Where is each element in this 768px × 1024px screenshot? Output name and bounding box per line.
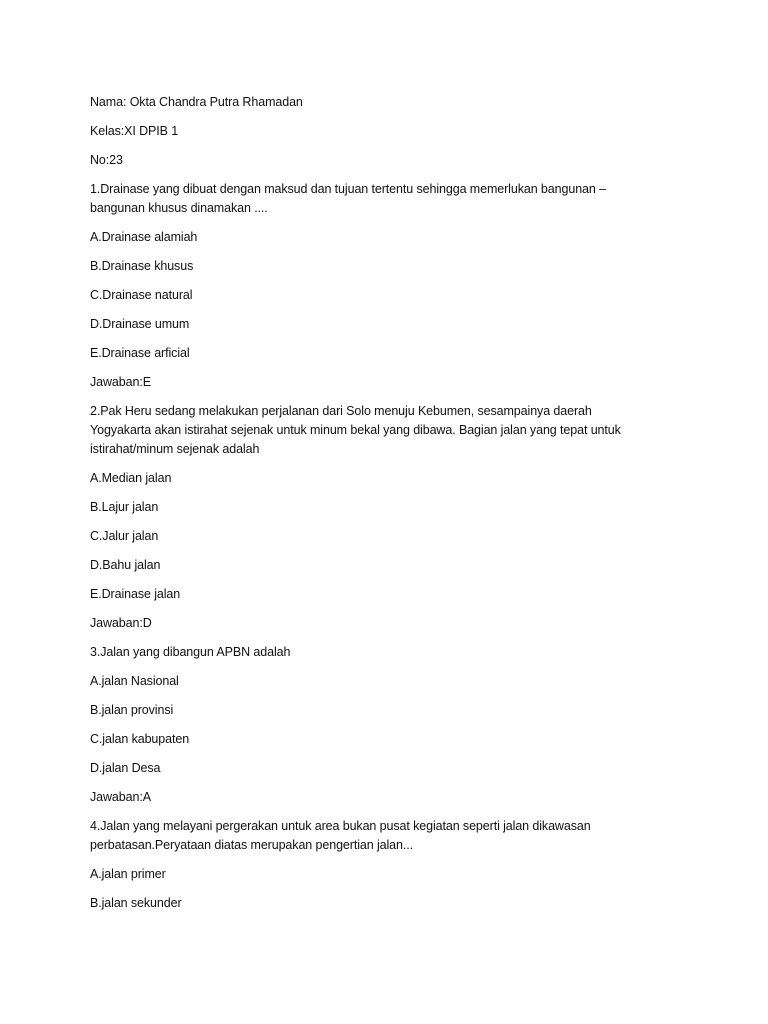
question-2-option-d: D.Bahu jalan xyxy=(90,558,161,572)
question-4-option-b: B.jalan sekunder xyxy=(90,896,182,910)
question-2-option-b: B.Lajur jalan xyxy=(90,500,159,514)
question-2: 2.Pak Heru sedang melakukan perjalanan dari Solo menuju Kebumen, sesampainya daerah Yogyakarta akan istirahat sejenak untuk minum bekal yang dibawa. Bagian jalan yang tepat untuk istirahat/minum sejenak adalah xyxy=(90,404,621,456)
question-3-option-d: D.jalan Desa xyxy=(90,761,161,775)
question-1-option-d: D.Drainase umum xyxy=(90,317,190,331)
student-class: Kelas:XI DPIB 1 xyxy=(90,124,179,138)
question-1-option-b: B.Drainase khusus xyxy=(90,259,194,273)
question-3-option-b: B.jalan provinsi xyxy=(90,703,174,717)
question-2-option-c: C.Jalur jalan xyxy=(90,529,159,543)
question-1-answer: Jawaban:E xyxy=(90,375,151,389)
question-4: 4.Jalan yang melayani pergerakan untuk area bukan pusat kegiatan seperti jalan dikawasan perbatasan.Peryataan diatas merupakan pengertian jalan... xyxy=(90,819,591,852)
question-1: 1.Drainase yang dibuat dengan maksud dan tujuan tertentu sehingga memerlukan bangunan – bangunan khusus dinamakan .... xyxy=(90,182,606,215)
question-3-option-c: C.jalan kabupaten xyxy=(90,732,190,746)
question-3-option-a: A.jalan Nasional xyxy=(90,674,179,688)
question-1-option-c: C.Drainase natural xyxy=(90,288,193,302)
question-4-option-a: A.jalan primer xyxy=(90,867,166,881)
student-number: No:23 xyxy=(90,153,123,167)
question-3: 3.Jalan yang dibangun APBN adalah xyxy=(90,645,291,659)
question-2-option-a: A.Median jalan xyxy=(90,471,172,485)
question-2-option-e: E.Drainase jalan xyxy=(90,587,181,601)
question-3-answer: Jawaban:A xyxy=(90,790,151,804)
question-1-option-e: E.Drainase arficial xyxy=(90,346,190,360)
student-name: Nama: Okta Chandra Putra Rhamadan xyxy=(90,95,303,109)
question-1-option-a: A.Drainase alamiah xyxy=(90,230,198,244)
question-2-answer: Jawaban:D xyxy=(90,616,152,630)
document-body xyxy=(90,93,650,923)
